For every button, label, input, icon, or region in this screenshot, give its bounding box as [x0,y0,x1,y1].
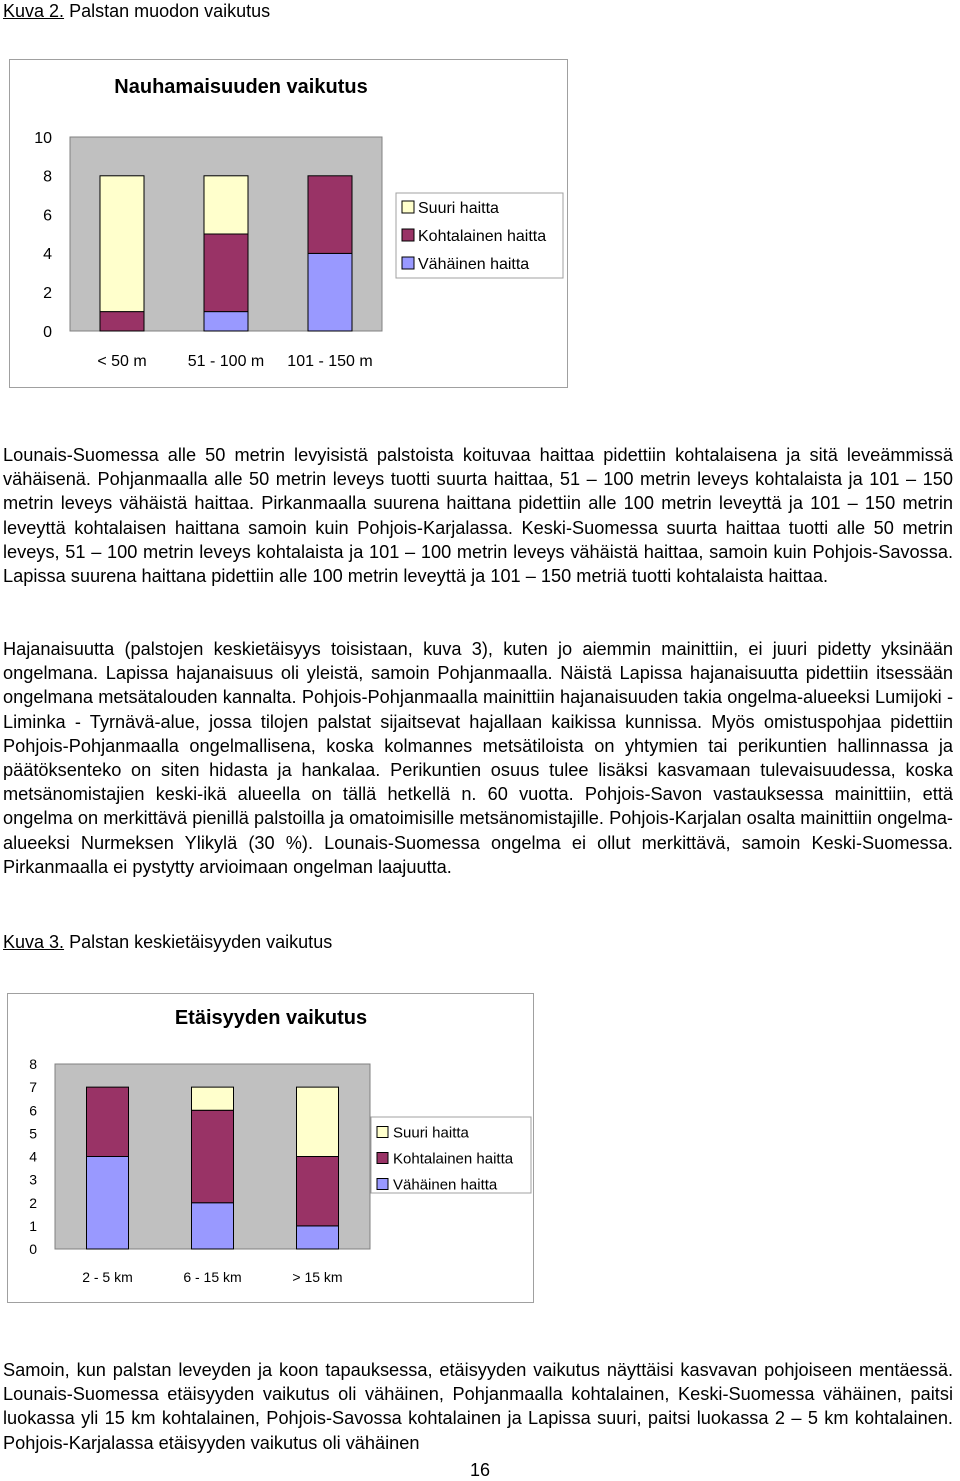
chart-nauhamaisuus-svg [10,60,567,387]
figure-number: Kuva 2. [3,1,65,21]
bar-segment-kohtalainen [100,312,144,331]
legend-swatch-suuri [402,201,414,213]
bar-segment-vahainen [308,253,352,331]
y-tick-label: 4 [43,246,52,264]
legend-swatch-kohtalainen [377,1153,388,1164]
bar-segment-kohtalainen [297,1157,339,1226]
y-tick-label: 8 [29,1056,37,1073]
chart-etaisyys [7,993,534,1303]
figure-caption-1 [3,0,270,22]
bar-segment-vahainen [204,312,248,331]
bar-segment-suuri [192,1087,234,1110]
figure-caption-2 [3,931,332,953]
y-tick-label: 8 [43,168,52,186]
legend-label: Kohtalainen haitta [418,227,547,245]
y-tick-label: 0 [29,1241,37,1258]
chart-etaisyys-svg [8,994,533,1302]
y-tick-label: 7 [29,1079,37,1096]
bar-segment-vahainen [297,1226,339,1249]
paragraph-1: Lounais-Suomessa alle 50 metrin levyisistä palstoista koituvaa haittaa pidettiin kohtalaisena ja sitä leveämmissä vähäisenä. Pohjanmaalla alle 50 metrin leveys tuotti suurta haittaa, 51 – 100 metrin leveys kohtalaista ja 101 – 150 metrin leveys vähäistä haittaa. Pirkanmaalla suurena haittana pidettiin alle 100 metrin leveyttä ja 101 – 150 metrin leveyttä kohtalaisen haittana samoin kuin Pohjois-Karjalassa. Keski-Suomessa suurta haittaa tuotti alle 50 metrin leveys, 51 – 100 metrin leveys kohtalaista ja 101 – 100 metrin leveys vähäistä haittaa, samoin kuin Pohjois-Savossa. Lapissa suurena haittana pidettiin alle 100 metrin leveyttä ja 101 – 150 metriä tuotti kohtalaista haittaa. [3,445,953,587]
y-tick-label: 3 [29,1171,37,1188]
legend-swatch-suuri [377,1127,388,1138]
legend-label: Vähäinen haitta [418,255,530,273]
y-tick-label: 5 [29,1125,37,1142]
chart-title: Nauhamaisuuden vaikutus [114,76,368,98]
page-number: 16 [469,1460,491,1480]
legend-swatch-kohtalainen [402,229,414,241]
bar-segment-kohtalainen [87,1087,129,1156]
legend-swatch-vahainen [377,1179,388,1190]
bar-segment-kohtalainen [308,176,352,254]
bar-segment-suuri [100,176,144,312]
chart-nauhamaisuus [9,59,568,388]
bar-segment-suuri [297,1087,339,1156]
x-category-label: 101 - 150 m [287,353,373,370]
y-tick-label: 2 [29,1194,37,1211]
x-category-label: 51 - 100 m [187,353,265,370]
x-category-label: 6 - 15 km [183,1269,242,1285]
y-tick-label: 6 [43,207,52,225]
x-category-label: 2 - 5 km [82,1269,133,1285]
y-tick-label: 6 [29,1102,37,1119]
y-tick-label: 2 [43,284,52,302]
bar-segment-vahainen [87,1157,129,1250]
paragraph-3: Samoin, kun palstan leveyden ja koon tapauksessa, etäisyyden vaikutus näyttäisi kasvavan pohjoiseen mentäessä. Lounais-Suomessa etäisyyden vaikutus oli vähäinen, Pohjanmaalla kohtalainen, Keski-Suomessa vähäinen, paitsi luokassa yli 15 km kohtalainen, Pohjois-Savossa kohtalainen ja Lapissa suuri, paitsi luokassa 2 – 5 km kohtalainen. Pohjois-Karjalassa etäisyyden vaikutus oli vähäinen [3,1360,953,1453]
y-tick-label: 4 [29,1148,37,1165]
legend-swatch-vahainen [402,257,414,269]
bar-segment-suuri [204,176,248,234]
legend-label: Vähäinen haitta [393,1176,498,1194]
y-tick-label: 1 [29,1217,37,1234]
legend-label: Suuri haitta [418,199,499,217]
x-category-label: < 50 m [97,353,147,370]
y-tick-label: 0 [43,323,52,341]
paragraph-2: Hajanaisuutta (palstojen keskietäisyys toisistaan, kuva 3), kuten jo aiemmin mainittiin, ei juuri pidetty yksinään ongelmana. Lapissa hajanaisuus oli yleistä, samoin Pohjanmaalla. Näistä Lapissa hajanaisuutta pidettiin itsessään ongelmana metsätalouden kannalta. Pohjois-Pohjanmaalla mainittiin hajanaisuuden takia ongelma-alueeksi Lumijoki - Liminka - Tyrnävä-alue, jossa tilojen palstat sijaitsevat hajallaan kaikissa kunnissa. Myös omistuspohjaa pidettiin Pohjois-Pohjanmaalla ongelmallisena, koska kolmannes metsätiloista on yhtymien tai perikuntien hallinnassa ja päätöksenteko on siten hidasta ja hankalaa. Perikuntien osuus tulee lisäksi kasvamaan tulevaisuudessa, koska metsänomistajien keski-ikä alueella on tällä hetkellä n. 60 vuotta. Pohjois-Savon vastauksessa mainittiin, että ongelma on merkittävä pienillä palstoilla ja omatoimisille metsänomistajille. Pohjois-Karjalan osalta mainittiin ongelma-alueeksi Nurmeksen Ylikylä (30 %). Lounais-Suomessa ongelma ei ollut merkittävä, samoin Keski-Suomessa. Pirkanmaalla ei pystytty arvioimaan ongelman laajuutta. [3,639,953,877]
legend-label: Kohtalainen haitta [393,1150,514,1168]
x-category-label: > 15 km [292,1269,343,1285]
y-tick-label: 10 [34,129,52,147]
bar-segment-vahainen [192,1203,234,1249]
legend-label: Suuri haitta [393,1124,469,1142]
bar-segment-kohtalainen [204,234,248,312]
figure-number: Kuva 3. [3,932,65,952]
chart-title: Etäisyyden vaikutus [174,1007,368,1029]
figure-caption-text: Palstan muodon vaikutus [69,1,271,21]
figure-caption-text: Palstan keskietäisyyden vaikutus [69,932,333,952]
bar-segment-kohtalainen [192,1110,234,1203]
